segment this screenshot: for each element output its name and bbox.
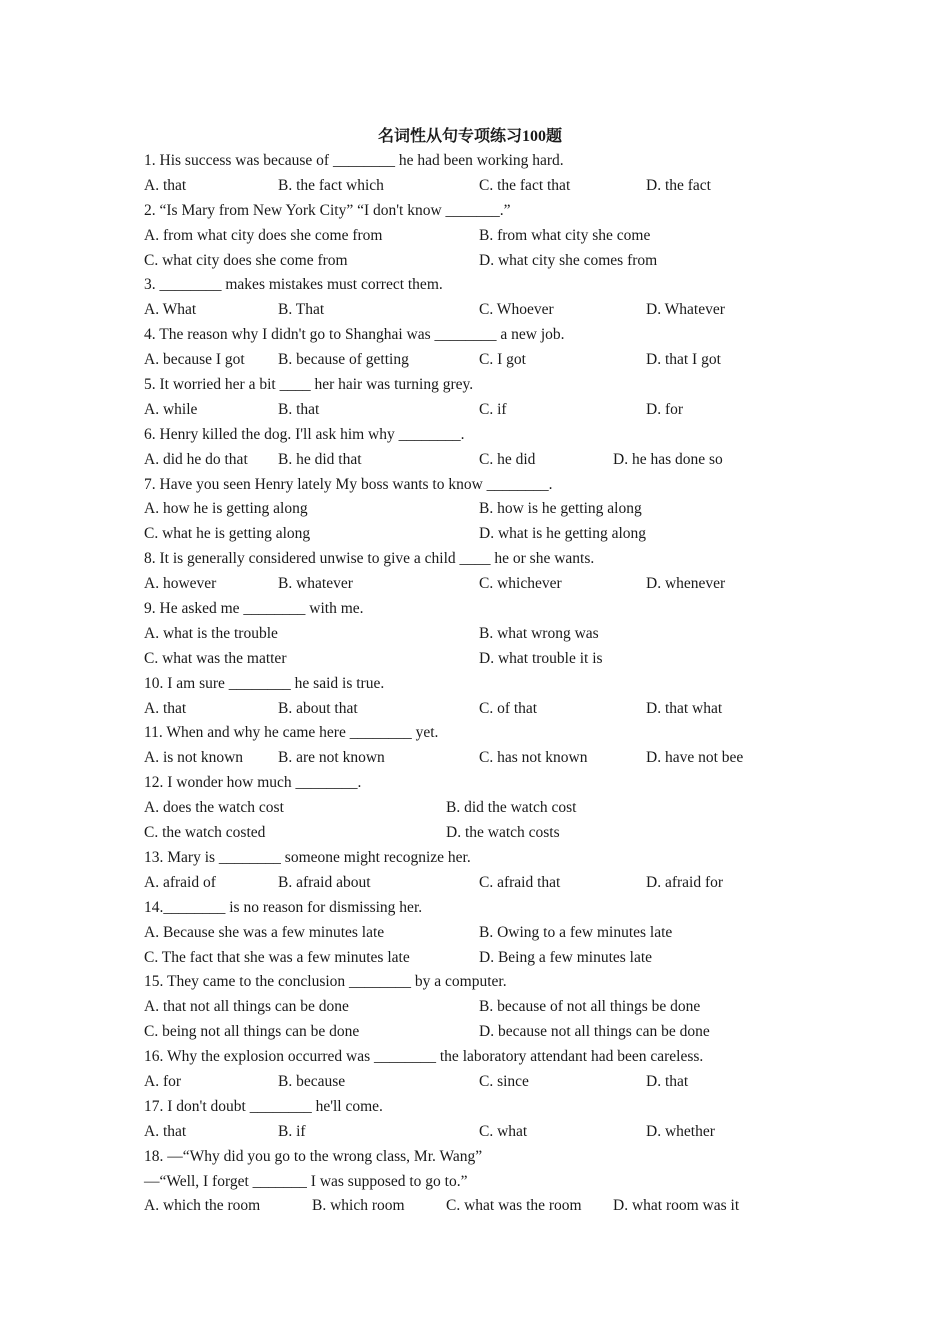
question-stem: 13. Mary is ________ someone might recognize her. (144, 848, 471, 866)
question-stem: 2. “Is Mary from New York City” “I don't know _______.” (144, 201, 511, 219)
answer-option: D. what is he getting along (479, 525, 647, 543)
answer-option: C. the watch costed (144, 824, 266, 842)
answer-option: D. that I got (646, 351, 721, 369)
answer-option: A. that (144, 699, 187, 717)
answer-option: B. about that (278, 699, 358, 717)
answer-option: B. from what city she come (479, 226, 651, 244)
answer-option: D. Whatever (646, 301, 725, 319)
options-row (144, 398, 804, 423)
options-row (144, 746, 804, 771)
answer-option: A. that not all things can be done (144, 998, 349, 1016)
options-row (144, 871, 804, 896)
question-stem: 7. Have you seen Henry lately My boss wants to know ________. (144, 475, 553, 493)
answer-option: D. whenever (646, 575, 726, 593)
answer-option: A. what is the trouble (144, 624, 278, 642)
answer-option: B. Owing to a few minutes late (479, 923, 673, 941)
answer-option: A. that (144, 176, 187, 194)
question-stem: 9. He asked me ________ with me. (144, 600, 364, 618)
options-row (144, 946, 804, 971)
answer-option: C. afraid that (479, 873, 561, 891)
answer-option: D. the watch costs (446, 824, 560, 842)
question-list (144, 149, 804, 1219)
answer-option: D. what room was it (613, 1197, 740, 1215)
question-stem: 10. I am sure ________ he said is true. (144, 674, 385, 692)
options-row (144, 697, 804, 722)
answer-option: B. whatever (278, 575, 353, 593)
answer-option: C. if (479, 400, 507, 418)
answer-option: B. what wrong was (479, 624, 599, 642)
options-row (144, 995, 804, 1020)
options-row (144, 224, 804, 249)
answer-option: D. the fact (646, 176, 711, 194)
answer-option: C. he did (479, 450, 536, 468)
options-row (144, 622, 804, 647)
answer-option: B. that (278, 400, 320, 418)
options-row (144, 1070, 804, 1095)
options-row (144, 497, 804, 522)
answer-option: A. afraid of (144, 873, 216, 891)
answer-option: B. because (278, 1072, 346, 1090)
answer-option: A. however (144, 575, 217, 593)
options-row (144, 249, 804, 274)
question-stem: 14.________ is no reason for dismissing her. (144, 898, 423, 916)
answer-option: C. what was the matter (144, 649, 287, 667)
answer-option: A. What (144, 301, 197, 319)
answer-option: A. is not known (144, 749, 244, 767)
options-row (144, 298, 804, 323)
answer-option: B. are not known (278, 749, 385, 767)
answer-option: C. what he is getting along (144, 525, 311, 543)
answer-option: B. the fact which (278, 176, 384, 194)
answer-option: D. for (646, 400, 684, 418)
answer-option: B. if (278, 1122, 306, 1140)
question-stem: 6. Henry killed the dog. I'll ask him why ________. (144, 425, 465, 443)
answer-option: C. whichever (479, 575, 562, 593)
answer-option: C. what was the room (446, 1197, 582, 1215)
answer-option: C. what (479, 1122, 528, 1140)
answer-option: C. since (479, 1072, 529, 1090)
answer-option: D. have not bee (646, 749, 744, 767)
options-row (144, 1120, 804, 1145)
question-stem: 16. Why the explosion occurred was ________ the laboratory attendant had been careless. (144, 1048, 704, 1066)
answer-option: C. being not all things can be done (144, 1023, 360, 1041)
options-row (144, 647, 804, 672)
question-stem: 4. The reason why I didn't go to Shanghai was ________ a new job. (144, 326, 565, 344)
answer-option: B. how is he getting along (479, 500, 642, 518)
question-stem: 12. I wonder how much ________. (144, 774, 362, 792)
answer-option: B. because of not all things be done (479, 998, 701, 1016)
answer-option: C. of that (479, 699, 538, 717)
answer-option: B. which room (312, 1197, 405, 1215)
answer-option: A. for (144, 1072, 182, 1090)
answer-option: A. that (144, 1122, 187, 1140)
answer-option: A. did he do that (144, 450, 248, 468)
answer-option: D. whether (646, 1122, 715, 1140)
answer-option: A. from what city does she come from (144, 226, 383, 244)
options-row (144, 821, 804, 846)
answer-option: D. afraid for (646, 873, 724, 891)
answer-option: A. which the room (144, 1197, 261, 1215)
options-row (144, 522, 804, 547)
answer-option: A. does the watch cost (144, 799, 284, 817)
answer-option: A. because I got (144, 351, 245, 369)
answer-option: C. what city does she come from (144, 251, 348, 269)
options-row (144, 448, 804, 473)
question-stem: 1. His success was because of ________ he had been working hard. (144, 152, 564, 169)
answer-option: B. did the watch cost (446, 799, 577, 817)
answer-option: A. how he is getting along (144, 500, 308, 518)
answer-option: B. he did that (278, 450, 362, 468)
question-stem: 3. ________ makes mistakes must correct them. (144, 276, 443, 294)
answer-option: D. what trouble it is (479, 649, 603, 667)
answer-option: D. Being a few minutes late (479, 948, 653, 966)
options-row (144, 174, 804, 199)
question-stem-continued: —“Well, I forget _______ I was supposed to go to.” (144, 1172, 468, 1190)
answer-option: C. The fact that she was a few minutes late (144, 948, 410, 966)
answer-option: D. that what (646, 699, 723, 717)
answer-option: D. that (646, 1072, 689, 1090)
question-stem: 11. When and why he came here ________ yet. (144, 724, 439, 742)
answer-option: C. the fact that (479, 176, 571, 194)
answer-option: A. Because she was a few minutes late (144, 923, 385, 941)
answer-option: A. while (144, 400, 198, 418)
question-stem: 15. They came to the conclusion ________ by a computer. (144, 973, 507, 991)
options-row (144, 348, 804, 373)
answer-option: D. he has done so (613, 450, 723, 468)
answer-option: C. has not known (479, 749, 588, 767)
answer-option: C. I got (479, 351, 526, 369)
page-title: 名词性从句专项练习100题 (377, 128, 562, 145)
answer-option: D. because not all things can be done (479, 1023, 710, 1041)
options-row (144, 796, 804, 821)
question-stem: 17. I don't doubt ________ he'll come. (144, 1097, 383, 1115)
options-row (144, 1020, 804, 1045)
answer-option: B. afraid about (278, 873, 371, 891)
answer-option: C. Whoever (479, 301, 554, 319)
question-stem: 18. —“Why did you go to the wrong class, Mr. Wang” (144, 1147, 483, 1165)
worksheet (144, 124, 804, 1219)
options-row (144, 572, 804, 597)
answer-option: B. because of getting (278, 351, 409, 369)
answer-option: B. That (278, 301, 325, 319)
options-row (144, 921, 804, 946)
answer-option: D. what city she comes from (479, 251, 658, 269)
options-row (144, 1194, 804, 1219)
question-stem: 8. It is generally considered unwise to give a child ____ he or she wants. (144, 550, 595, 568)
question-stem: 5. It worried her a bit ____ her hair was turning grey. (144, 376, 474, 394)
